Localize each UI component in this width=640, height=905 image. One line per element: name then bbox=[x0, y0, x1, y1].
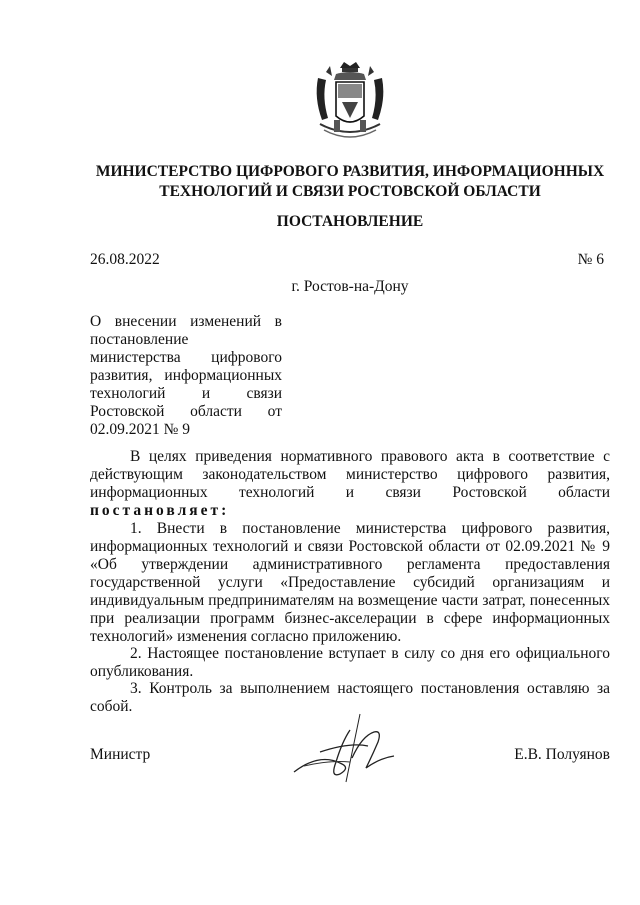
handwritten-signature bbox=[290, 712, 410, 784]
document-date: 26.08.2022 bbox=[90, 251, 160, 268]
ministry-name-line2: ТЕХНОЛОГИЙ И СВЯЗИ РОСТОВСКОЙ ОБЛАСТИ bbox=[159, 183, 541, 200]
item-1-text: 1. Внести в постановление министерства цифрового развития, информационных технологий и связи Ростовской области от 02.09.2021 № 9 «Об утверждении административного регламента предоставления государственной услуги «Предоставление субсидий организациям и индивидуальным предпринимателям на возмещение части затрат, понесенных при реализации программ бизнес-акселерации в сфере информационных технологий» изменения согласно приложению. bbox=[90, 520, 610, 645]
item-3-paragraph bbox=[90, 680, 610, 716]
item-3-text: 3. Контроль за выполнением настоящего постановления оставляю за собой. bbox=[90, 680, 610, 715]
preamble-paragraph bbox=[90, 448, 610, 520]
signer-role: Министр bbox=[90, 746, 151, 763]
document-number: № 6 bbox=[577, 251, 604, 268]
document-type: ПОСТАНОВЛЕНИЕ bbox=[276, 213, 424, 230]
document-city: г. Ростов-на-Дону bbox=[291, 278, 409, 295]
document-subject: О внесении изменений в постановление министерства цифрового развития, информационных технологий и связи Ростовской области от 02.09.2021 № 9 bbox=[90, 313, 282, 438]
ministry-name bbox=[60, 162, 640, 202]
item-1-paragraph bbox=[90, 520, 610, 646]
coat-of-arms-emblem bbox=[312, 58, 388, 144]
resolves-keyword: постановляет: bbox=[90, 502, 230, 519]
preamble-text: В целях приведения нормативного правового акта в соответствие с действующим законодательством министерство цифрового развития, информационных технологий и связи Ростовской области bbox=[90, 448, 610, 501]
ministry-name-line1: МИНИСТЕРСТВО ЦИФРОВОГО РАЗВИТИЯ, ИНФОРМАЦИОННЫХ bbox=[95, 163, 605, 180]
signer-name: Е.В. Полуянов bbox=[514, 746, 610, 763]
item-2-paragraph bbox=[90, 645, 610, 681]
item-2-text: 2. Настоящее постановление вступает в силу со дня его официального опубликования. bbox=[90, 645, 610, 680]
